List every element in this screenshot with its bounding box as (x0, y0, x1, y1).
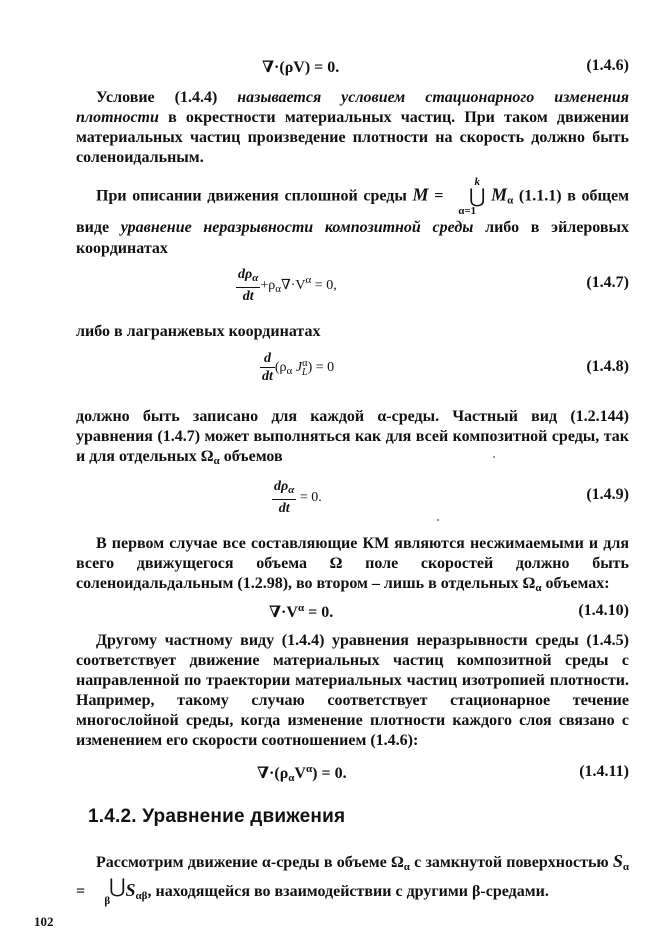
equation-formula: $\frac{d\rho_\alpha}{dt}$ = 0. (274, 479, 322, 516)
fraction: $\frac{d\rho_\alpha}{dt}$ (238, 267, 259, 304)
paragraph-incompressible: В первом случае все составляющие КМ являются несжимаемыми и для всего движущегося объема Ω поле скоростей должно быть соленоидальдальным (1.2.98), во втором – лишь в отдельных $\Omega_\alpha$ объемах: (76, 535, 629, 594)
equation-1-4-11 (76, 763, 629, 803)
symbol-s: S (612, 851, 623, 871)
equation-1-4-7 (76, 268, 629, 308)
term-stationary-density-change: называется условием стационарного изменения плотности (76, 89, 630, 126)
paragraph-motion-alpha: Рассмотрим движение α-среды в объеме $\Omega_\alpha$ с замкнутой поверхностью $S_\alpha$ = ⋃ $\beta S_{\alpha\beta}$, находящейся во взаимодействии с другими β-средами. (76, 851, 630, 907)
union-operator: k ⋃ α=1 (449, 177, 485, 217)
equation-1-4-8 (76, 352, 629, 392)
union-symbol: ⋃ (109, 876, 126, 898)
equation-formula: $\nabla\cdot V^\alpha = 0$. (269, 602, 334, 621)
equation-1-4-9 (76, 480, 629, 520)
equation-number: (1.4.11) (579, 763, 629, 780)
equation-number: (1.4.10) (578, 602, 629, 619)
equation-number: (1.4.9) (586, 486, 629, 503)
paragraph-continuum-motion: При описании движения сплошной среды M = k ⋃ α=1 $M_\alpha$ (1.1.1) в общем виде уравнение неразрывности композитной среды либо в эйлеровых координатах (76, 176, 630, 257)
equation-formula: $\nabla\cdot(\rho_\alpha V^\alpha) = 0$. (257, 763, 347, 784)
page-number: 102 (34, 914, 54, 929)
scan-speck (437, 519, 439, 521)
paragraph-alpha-media: должно быть записано для каждой α-среды. Частный вид (1.2.144) уравнения (1.4.7) может выполняться как для всей композитной среды, так и для отдельных $\Omega_\alpha$ объемов (76, 408, 629, 467)
symbol-m: M (412, 184, 429, 205)
fraction: $\frac{d\rho_\alpha}{dt}$ (274, 479, 295, 516)
fraction: $\frac{d}{dt}$ (262, 351, 273, 384)
equation-formula: $\frac{d\rho_\alpha}{dt}$ $+\rho_\alpha\nabla\cdot V^\alpha = 0$, (238, 267, 337, 304)
paragraph-multilayer: Другому частному виду (1.4.4) уравнения неразрывности среды (1.4.5) соответствует движение материальных частиц композитной среды с направленной по траектории материальных частиц изотропией плотности. Например, такому случаю соответствует стационарное течение многослойной среды, когда изменение плотности каждого слоя связано с изменением его скорости соотношением (1.4.6): (76, 632, 629, 749)
union-symbol: ⋃ (468, 186, 486, 208)
section-heading: 1.4.2. Уравнение движения (88, 806, 346, 827)
equation-formula: ∇·(ρV) = 0. (262, 59, 340, 76)
equation-formula: $\frac{d}{dt}$ ($\rho_\alpha$ J α L ) = 0 (262, 351, 335, 384)
union-operator: ⋃ β (89, 878, 125, 907)
scan-speck (493, 456, 495, 458)
paragraph-lagrange: либо в лагранжевых координатах (76, 323, 321, 340)
equation-number: (1.4.8) (586, 358, 629, 375)
paragraph-stationary-density: Условие (1.4.4) называется условием стационарного изменения плотности в окрестности материальных частиц. При таком движении материальных частиц произведение плотности на скорость должно быть соленоидальным. (76, 89, 630, 166)
term-composite-continuity-equation: уравнение неразрывности композитной среды (120, 219, 474, 236)
equation-number: (1.4.7) (586, 274, 629, 291)
equation-number: (1.4.6) (586, 57, 629, 74)
